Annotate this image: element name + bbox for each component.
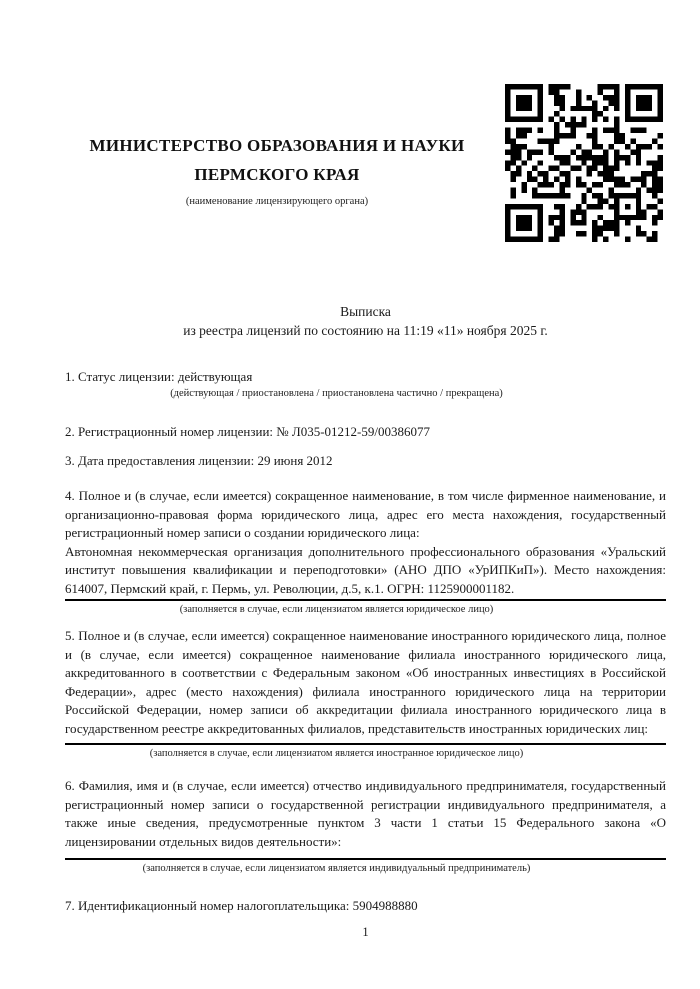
- item-5-blank-line: [65, 743, 666, 745]
- page-number: 1: [362, 925, 369, 939]
- item-7-taxpayer-number: 7. Идентификационный номер налогоплательщика: 5904988880: [65, 898, 418, 913]
- item-5-caption: (заполняется в случае, если лицензиатом является иностранное юридическое лицо): [149, 748, 524, 759]
- item-6-blank-line: [65, 858, 666, 860]
- item-4-legal-entity: [65, 487, 666, 616]
- item-5-foreign-entity: [65, 627, 666, 760]
- item-6-text: 6. Фамилия, имя и (в случае, если имеется) отчество индивидуального предпринимателя, государственный регистрационный номер записи о государственной регистрации индивидуального предпринимателя, а также иные сведения, предусмотренные пунктом 3 части 1 статьи 15 Федерального закона «О лицензировании отдельных видов деятельности»:: [65, 778, 666, 849]
- item-4-text: 4. Полное и (в случае, если имеется) сокращенное наименование, в том числе фирменное наименование, и организационно-правовая форма юридического лица, адрес его места нахождения, государственный регистрационный номер записи о создании юридического лица:: [65, 488, 666, 540]
- item-6-caption: (заполняется в случае, если лицензиатом является индивидуальный предприниматель): [142, 863, 531, 874]
- item-5-text: 5. Полное и (в случае, если имеется) сокращенное наименование иностранного юридического лица, полное и (в случае, если имеется) сокращенное наименование филиала иностранного юридического лица, аккредитованного в соответствии с Федеральным законом «Об иностранных инвестициях в Российской Федерации», адрес (место нахождения) филиала иностранного юридического лица на территории Российской Федерации, номер записи об аккредитации филиала иностранного юридического лица в государственном реестре аккредитованных филиалов, представительств иностранных юридических лиц:: [65, 628, 666, 736]
- item-4-underline: [65, 599, 666, 601]
- item-4-value: Автономная некоммерческая организация дополнительного профессионального образования «Уральский институт повышения квалификации и переподготовки» (АНО ДПО «УрИПКиП»). Место нахождения: 614007, Пермский край, г. Пермь, ул. Революции, д.5, к.1. ОГРН: 1125900001182.: [65, 543, 666, 596]
- item-1-caption: (действующая / приостановлена / приостановлена частично / прекращена): [170, 387, 503, 399]
- item-4-caption: (заполняется в случае, если лицензиатом является юридическое лицо): [179, 604, 494, 615]
- item-2-registration-number: 2. Регистрационный номер лицензии: № Л035-01212-59/00386077: [65, 424, 431, 439]
- licensing-authority-header: [63, 131, 491, 207]
- ministry-name-line2: ПЕРМСКОГО КРАЯ: [194, 165, 360, 184]
- document-title: [65, 302, 666, 340]
- document-title-line2: из реестра лицензий по состоянию на 11:19 «11» ноября 2025 г.: [183, 323, 548, 338]
- ministry-caption: (наименование лицензирующего органа): [185, 196, 369, 207]
- document-title-line1: Выписка: [340, 304, 391, 319]
- item-3-license-date: 3. Дата предоставления лицензии: 29 июня 2012: [65, 453, 333, 468]
- item-1-text: 1. Статус лицензии: действующая: [65, 369, 253, 384]
- ministry-name-line1: МИНИСТЕРСТВО ОБРАЗОВАНИЯ И НАУКИ: [89, 136, 465, 155]
- item-6-individual-entrepreneur: [65, 777, 666, 875]
- ministry-name: [63, 131, 491, 189]
- qr-code: [505, 84, 663, 242]
- document-body: [65, 296, 666, 989]
- item-1-status: [65, 368, 666, 400]
